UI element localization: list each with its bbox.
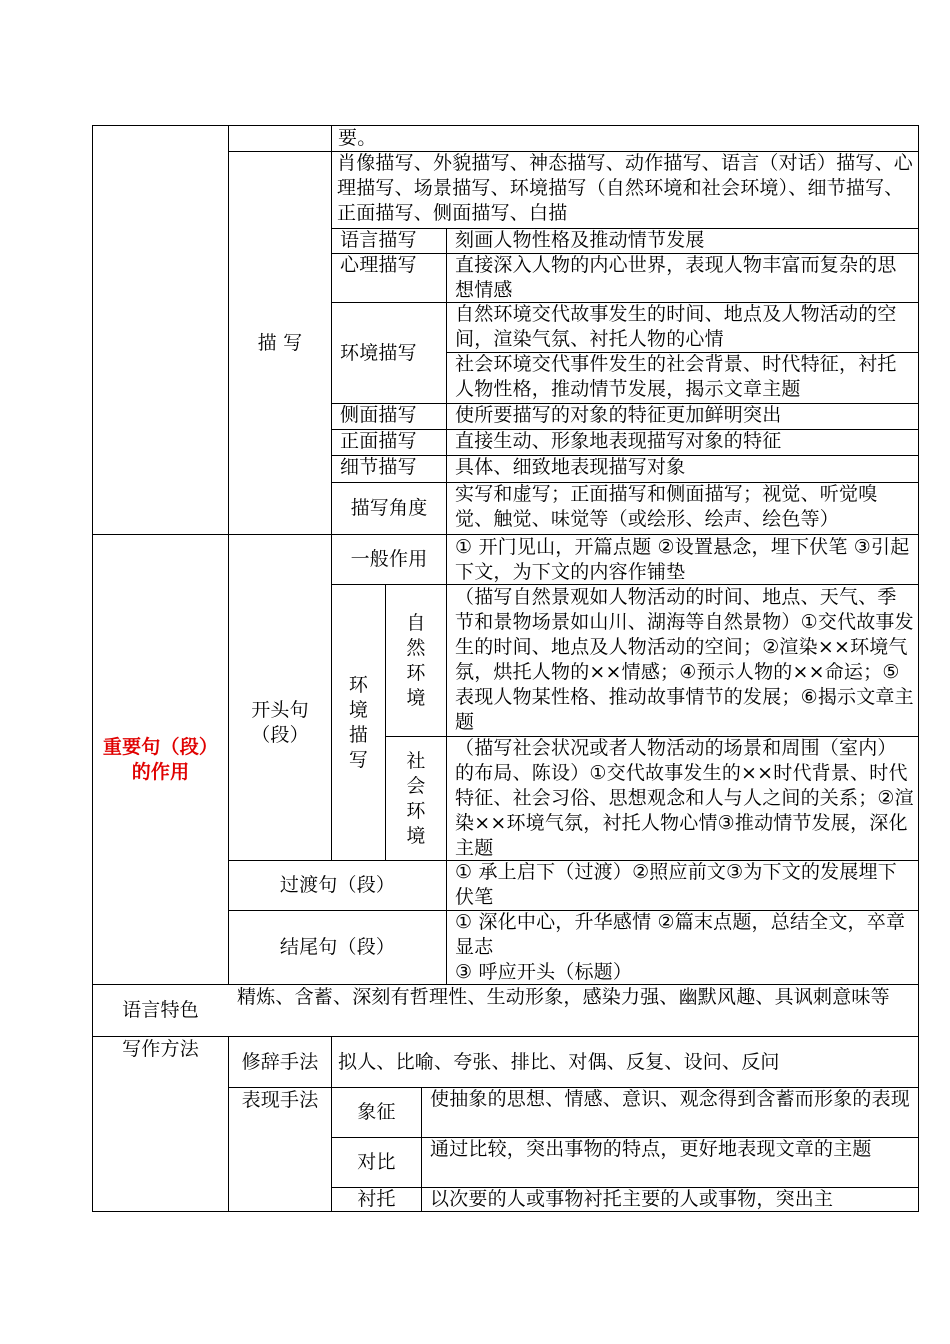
important-label: 重要句（段）的作用 <box>102 735 219 783</box>
transition-desc: ① 承上启下（过渡）②照应前文③为下文的发展埋下伏笔 <box>455 861 897 908</box>
natural-desc: （描写自然景观如人物活动的时间、地点、天气、季节和景物场景如山川、湖海等自然景物）①交代故事发生的时间、地点及人物活动的空间；②渲染××环境气氛，烘托人物的××情感；④预示人物的××命运；⑤表现人物某性格、推动故事情节的发展；⑥揭示文章主题 <box>455 586 914 733</box>
item-desc-yuyan: 刻画人物性格及推动情节发展 <box>455 229 705 251</box>
item-name-huanjing <box>340 303 444 403</box>
item-desc-cemian: 使所要描写的对象的特征更加鲜明突出 <box>455 404 782 426</box>
item-desc-xijie: 具体、细致地表现描写对象 <box>455 456 686 478</box>
language-desc: 精炼、含蓄、深刻有哲理性、生动形象，感染力强、幽默风趣、具讽刺意味等 <box>237 986 890 1008</box>
natural-label-cell <box>386 585 446 736</box>
social-label: 社会环境 <box>406 749 426 847</box>
item-name-huanjing-text: 环境描写 <box>340 341 417 364</box>
miaoxie-label: 描 写 <box>257 331 303 354</box>
rhetoric-desc <box>338 1037 915 1087</box>
general-desc: ① 开门见山，开篇点题 ②设置悬念，埋下伏笔 ③引起下文，为下文的内容作铺垫 <box>455 536 910 583</box>
expression-name-xiangzheng: 象征 <box>357 1101 396 1123</box>
expression-desc-chentuo: 以次要的人或事物衬托主要的人或事物，突出主 <box>430 1188 834 1210</box>
miaoxie-overview: 肖像描写、外貌描写、神态描写、动作描写、语言（对话）描写、心理描写、场景描写、环境描写（自然环境和社会环境）、细节描写、正面描写、侧面描写、白描 <box>337 152 914 224</box>
ending-desc-line1: ① 深化中心，升华感情 ②篇末点题，总结全文，卒章显志 <box>455 911 906 958</box>
divider <box>421 1087 422 1212</box>
opening-label: 开头句（段） <box>251 698 309 746</box>
expression-desc-duibi: 通过比较，突出事物的特点，更好地表现文章的主题 <box>430 1138 872 1160</box>
ending-desc-line2: ③ 呼应开头（标题） <box>455 961 633 983</box>
item-desc-huanjing-natural: 自然环境交代故事发生的时间、地点及人物活动的空间，渲染气氛、衬托人物的心情 <box>455 303 897 350</box>
continuation-text: 要。 <box>338 127 377 149</box>
ending-desc <box>455 910 915 984</box>
expression-name-duibi: 对比 <box>357 1151 396 1173</box>
social-label-cell <box>386 737 446 860</box>
writing-label: 写作方法 <box>122 1038 199 1060</box>
rhetoric-label: 修辞手法 <box>241 1050 319 1073</box>
divider <box>446 584 447 984</box>
item-desc-zhengmian: 直接生动、形象地表现描写对象的特征 <box>455 430 782 452</box>
item-name-jiaodu: 描写角度 <box>350 497 428 519</box>
table-border-right <box>918 125 919 1212</box>
env-label-cell <box>332 585 385 860</box>
language-label: 语言特色 <box>122 999 199 1021</box>
general-label: 一般作用 <box>350 548 428 570</box>
item-desc-huanjing-social: 社会环境交代事件发生的社会背景、时代特征，衬托人物性格，推动情节发展，揭示文章主题 <box>455 353 897 400</box>
table-border-bottom <box>92 1211 918 1212</box>
natural-label: 自然环境 <box>406 611 426 709</box>
expression-desc-xiangzheng: 使抽象的思想、情感、意识、观念得到含蓄而形象的表现 <box>430 1088 911 1110</box>
item-name-xinli: 心理描写 <box>340 254 417 276</box>
item-desc-jiaodu: 实写和虚写；正面描写和侧面描写；视觉、听觉嗅觉、触觉、味觉等（或绘形、绘声、绘色等） <box>455 483 878 530</box>
item-name-zhengmian: 正面描写 <box>340 430 417 452</box>
expression-name-chentuo: 衬托 <box>357 1188 396 1210</box>
env-label: 环境描写 <box>348 673 369 771</box>
divider <box>446 228 447 534</box>
divider <box>446 534 447 584</box>
rhetoric-desc-text: 拟人、比喻、夸张、排比、对偶、反复、设问、反问 <box>338 1050 780 1073</box>
item-name-yuyan: 语言描写 <box>340 229 417 251</box>
expression-label: 表现手法 <box>241 1089 319 1111</box>
item-name-cemian: 侧面描写 <box>340 404 417 426</box>
ending-label: 结尾句（段） <box>279 936 396 958</box>
divider <box>228 1036 229 1212</box>
item-desc-xinli: 直接深入人物的内心世界，表现人物丰富而复杂的思想情感 <box>455 254 897 301</box>
social-desc: （描写社会状况或者人物活动的场景和周围（室内）的布局、陈设）①交代故事发生的××时代背景、时代特征、社会习俗、思想观念和人与人之间的关系；②渲染××环境气氛，衬托人物心情③推动情节发展，深化主题 <box>455 737 914 859</box>
item-name-xijie: 细节描写 <box>340 456 417 478</box>
transition-label: 过渡句（段） <box>279 874 396 896</box>
